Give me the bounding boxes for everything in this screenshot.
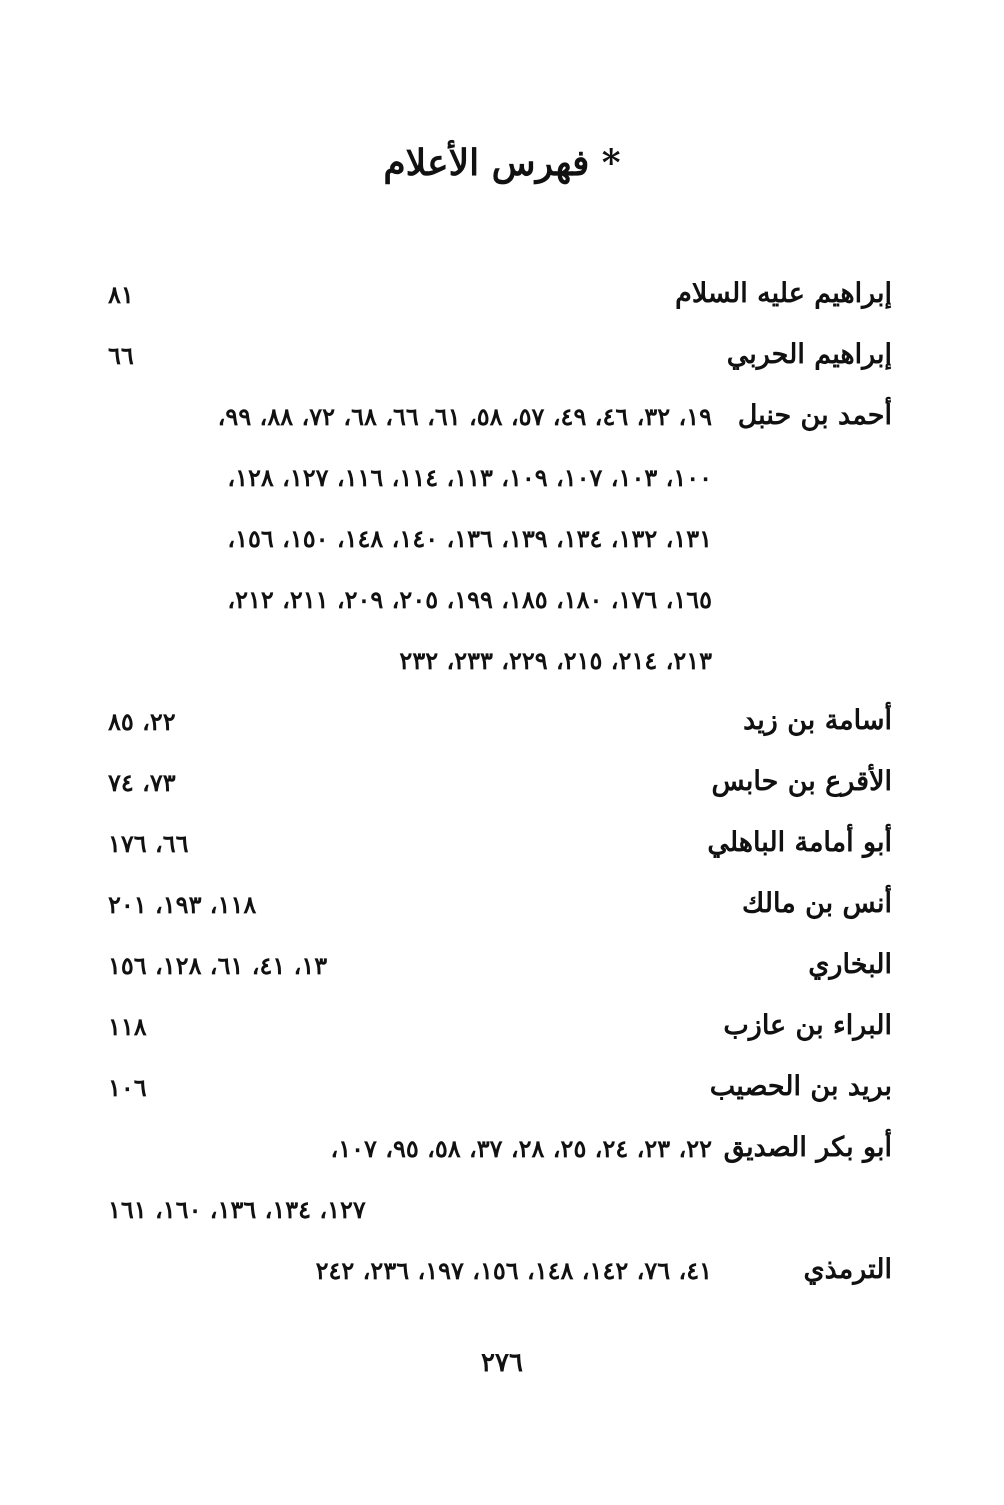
index-entry	[0, 331, 1004, 392]
entry-pages: ٢٢، ٨٥	[108, 707, 176, 736]
entry-name: إبراهيم الحربي	[726, 339, 892, 370]
entry-pages: ٦٦	[108, 341, 134, 370]
entry-name: الأقرع بن حابس	[711, 766, 892, 797]
index-entry-continuation	[0, 514, 1004, 575]
entry-pages: ٢٢، ٢٣، ٢٤، ٢٥، ٢٨، ٣٧، ٥٨، ٩٥، ١٠٧،	[330, 1134, 712, 1163]
index-entry	[0, 941, 1004, 1002]
index-entry	[0, 880, 1004, 941]
entry-name: أبو أمامة الباهلي	[707, 827, 892, 858]
entry-pages: ١٣١، ١٣٢، ١٣٤، ١٣٩، ١٣٦، ١٤٠، ١٤٨، ١٥٠، ١٥٦،	[227, 524, 712, 553]
entry-pages: ١٠٦	[108, 1073, 147, 1102]
entry-pages: ١١٨، ١٩٣، ٢٠١	[108, 890, 257, 919]
entry-pages: ١٠٠، ١٠٣، ١٠٧، ١٠٩، ١١٣، ١١٤، ١١٦، ١٢٧، ١٢٨،	[227, 463, 712, 492]
entry-pages: ١١٨	[108, 1012, 147, 1041]
entry-name: أسامة بن زيد	[743, 705, 892, 736]
index-entry	[0, 758, 1004, 819]
entry-name: أبو بكر الصديق	[723, 1132, 892, 1163]
entry-pages: ٦٦، ١٧٦	[108, 829, 189, 858]
entry-pages: ١٢٧، ١٣٤، ١٣٦، ١٦٠، ١٦١	[108, 1195, 366, 1224]
page-number: ٢٧٦	[481, 1348, 523, 1378]
entry-name: إبراهيم عليه السلام	[675, 278, 892, 309]
index-entry	[0, 697, 1004, 758]
index-entry-continuation	[0, 453, 1004, 514]
index-entry	[0, 1246, 1004, 1307]
index-entry-continuation	[0, 575, 1004, 636]
index-entry-continuation	[0, 636, 1004, 697]
entry-pages: ٢١٣، ٢١٤، ٢١٥، ٢٢٩، ٢٣٣، ٢٣٢	[399, 646, 712, 675]
entry-pages: ٧٣، ٧٤	[108, 768, 176, 797]
index-entry	[0, 392, 1004, 453]
entry-name: البخاري	[808, 949, 892, 980]
index-entry	[0, 1002, 1004, 1063]
entry-pages: ١٣، ٤١، ٦١، ١٢٨، ١٥٦	[108, 951, 328, 980]
entry-name: البراء بن عازب	[723, 1010, 892, 1041]
entry-name: الترمذي	[803, 1254, 892, 1285]
index-entry	[0, 1063, 1004, 1124]
index-entry	[0, 270, 1004, 331]
entry-name: بريد بن الحصيب	[709, 1071, 892, 1102]
index-entry-continuation	[0, 1185, 1004, 1246]
names-index	[0, 270, 1004, 1307]
index-entry	[0, 819, 1004, 880]
entry-pages: ١٦٥، ١٧٦، ١٨٠، ١٨٥، ١٩٩، ٢٠٥، ٢٠٩، ٢١١، ٢١٢،	[227, 585, 712, 614]
index-entry	[0, 1124, 1004, 1185]
page-title: * فهرس الأعلام	[383, 142, 621, 184]
entry-name: أنس بن مالك	[742, 888, 892, 919]
entry-pages: ١٩، ٣٢، ٤٦، ٤٩، ٥٧، ٥٨، ٦١، ٦٦، ٦٨، ٧٢، ٨٨، ٩٩،	[217, 402, 712, 431]
entry-pages: ٨١	[108, 280, 134, 309]
entry-pages: ٤١، ٧٦، ١٤٢، ١٤٨، ١٥٦، ١٩٧، ٢٣٦، ٢٤٢	[315, 1256, 712, 1285]
entry-name: أحمد بن حنبل	[737, 400, 892, 431]
